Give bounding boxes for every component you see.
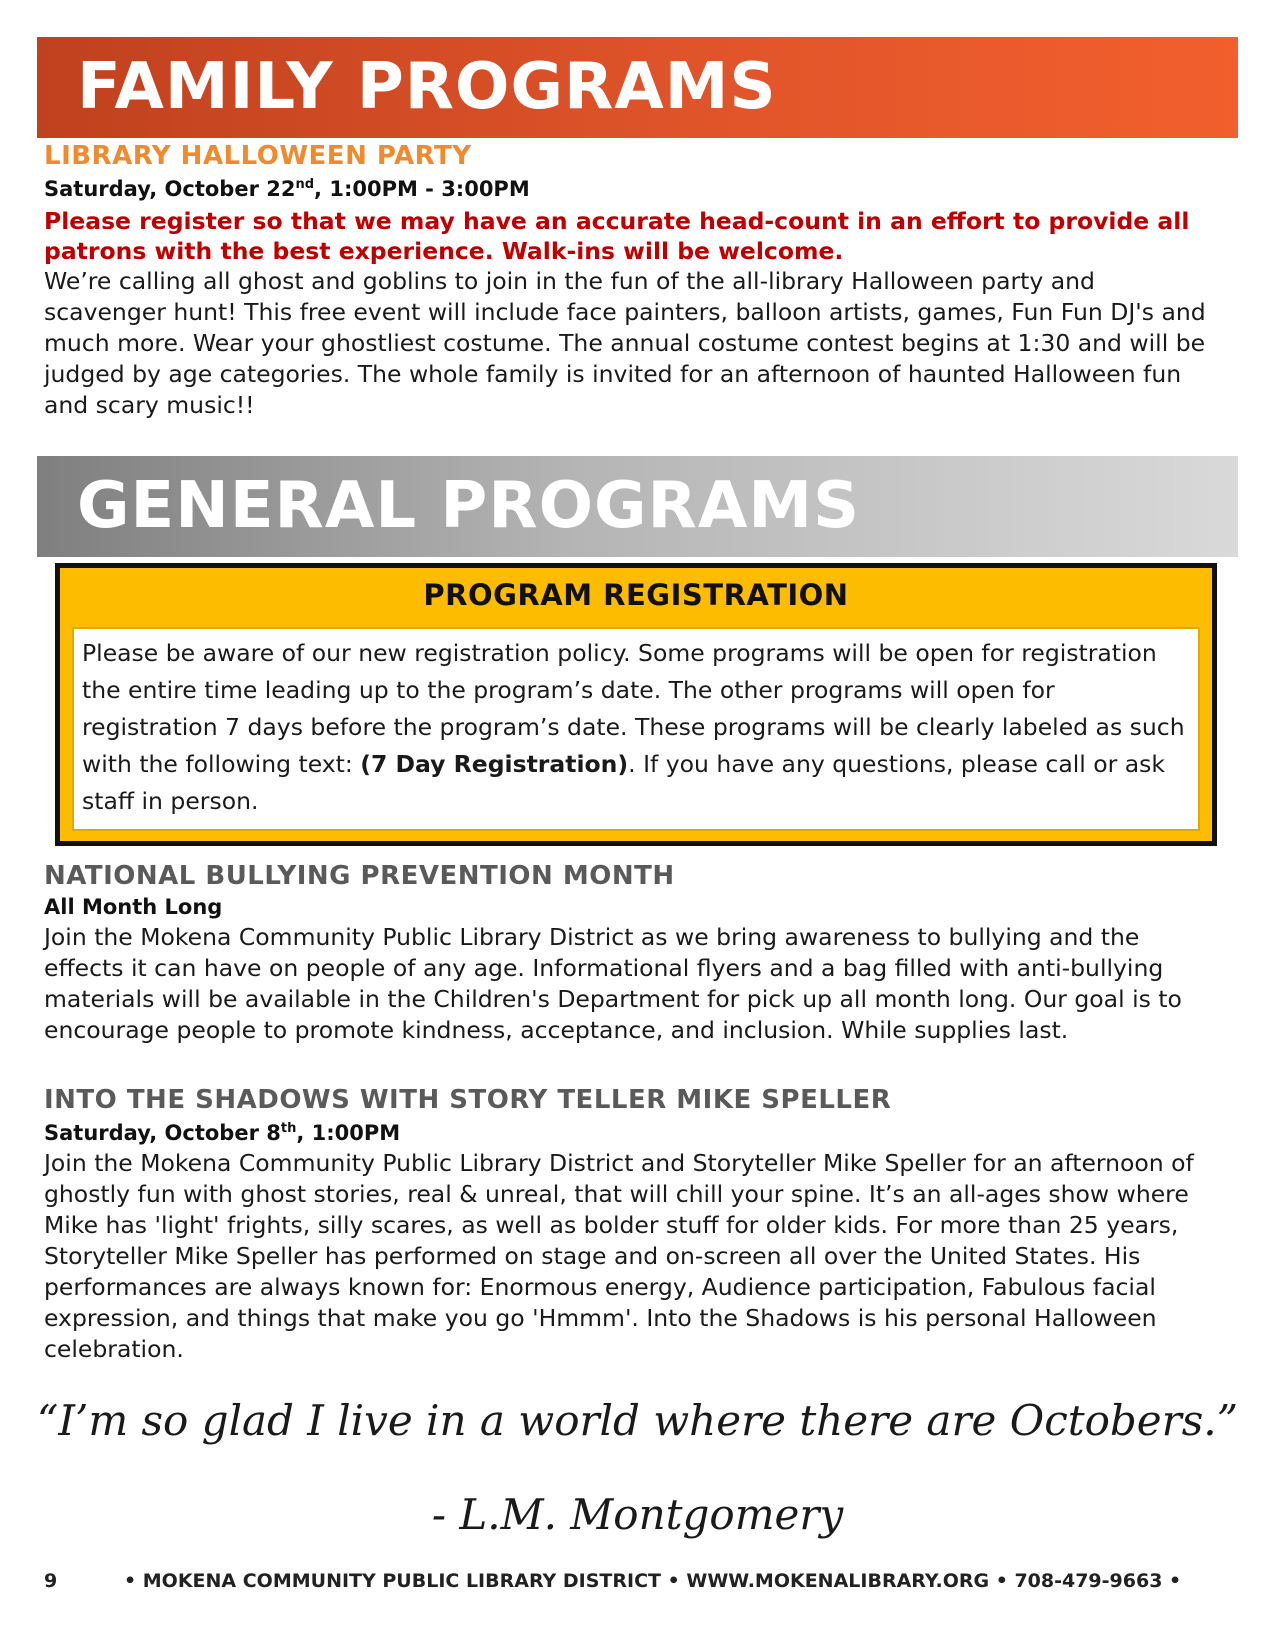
halloween-party-date [44, 174, 1224, 204]
registration-label-bold: (7 Day Registration) [360, 750, 629, 778]
date-time: , 1:00PM - 3:00PM [314, 177, 530, 201]
into-the-shadows-section [44, 1084, 1224, 1365]
bullying-prevention-title: NATIONAL BULLYING PREVENTION MONTH [44, 861, 675, 891]
bullying-prevention-description: Join the Mokena Community Public Library District as we bring awareness to bullying and the effects it can have on people of any age. Informational flyers and a bag filled with anti-bullying materials will be available in the Children's Department for pick up all month long. Our goal is to encourage people to promote kindness, acceptance, and inclusion. While supplies last. [44, 923, 1182, 1044]
bullying-prevention-section [44, 860, 1224, 1046]
footer-contact-info: • MOKENA COMMUNITY PUBLIC LIBRARY DISTRICT • WWW.MOKENALIBRARY.ORG • 708-479-9663 • [124, 1570, 1182, 1592]
into-the-shadows-title: INTO THE SHADOWS WITH STORY TELLER MIKE SPELLER [44, 1085, 892, 1115]
registration-text-end: . If you have any questions, please call or ask staff in person. [82, 750, 1166, 815]
halloween-party-title: LIBRARY HALLOWEEN PARTY [44, 141, 472, 171]
registration-notice: Please register so that we may have an accurate head-count in an effort to provide all patrons with the best experience. Walk-ins will be welcome. [44, 207, 1190, 265]
family-programs-banner: FAMILY PROGRAMS [37, 37, 1238, 138]
bullying-prevention-date: All Month Long [44, 895, 223, 919]
date-day: Saturday, October 8 [44, 1121, 281, 1145]
into-the-shadows-description: Join the Mokena Community Public Library District and Storyteller Mike Speller for an afternoon of ghostly fun with ghost stories, real & unreal, that will chill your spine. It’s an all-ages show where Mike has 'light' frights, silly scares, as well as bolder stuff for older kids. For more than 25 years, Storyteller Mike Speller has performed on stage and on-screen all over the United States. His performances are always known for: Enormous energy, Audience participation, Fabulous facial expression, and things that make you go 'Hmmm'. Into the Shadows is his personal Halloween celebration. [44, 1149, 1194, 1363]
program-registration-text [82, 635, 1190, 820]
program-registration-title: PROGRAM REGISTRATION [423, 578, 849, 612]
page-number: 9 [44, 1570, 58, 1592]
date-time: , 1:00PM [296, 1121, 401, 1145]
date-suffix: th [280, 1121, 297, 1136]
quote-text: “I’m so glad I live in a world where there are Octobers.” [36, 1396, 1239, 1445]
program-registration-box [55, 563, 1217, 846]
into-the-shadows-date [44, 1118, 1224, 1148]
page-footer [44, 1566, 1234, 1596]
halloween-party-description: We’re calling all ghost and goblins to join in the fun of the all-library Halloween party and scavenger hunt! This free event will include face painters, balloon artists, games, Fun Fun DJ's and much more. Wear your ghostliest costume. The annual costume contest begins at 1:30 and will be judged by age categories. The whole family is invited for an afternoon of haunted Halloween fun and scary music!! [44, 267, 1206, 419]
quote-author: - L.M. Montgomery [431, 1490, 844, 1539]
general-programs-banner: GENERAL PROGRAMS [37, 456, 1238, 557]
date-day: Saturday, October 22 [44, 177, 296, 201]
date-suffix: nd [295, 177, 315, 192]
halloween-party-section [44, 140, 1224, 421]
program-registration-body [72, 627, 1200, 831]
registration-text-start: Please be aware of our new registration policy. Some programs will be open for registration the entire time leading up to the program’s date. The other programs will open for registration 7 days before the program’s date. These programs will be clearly labeled as such with the following text: [82, 639, 1185, 778]
